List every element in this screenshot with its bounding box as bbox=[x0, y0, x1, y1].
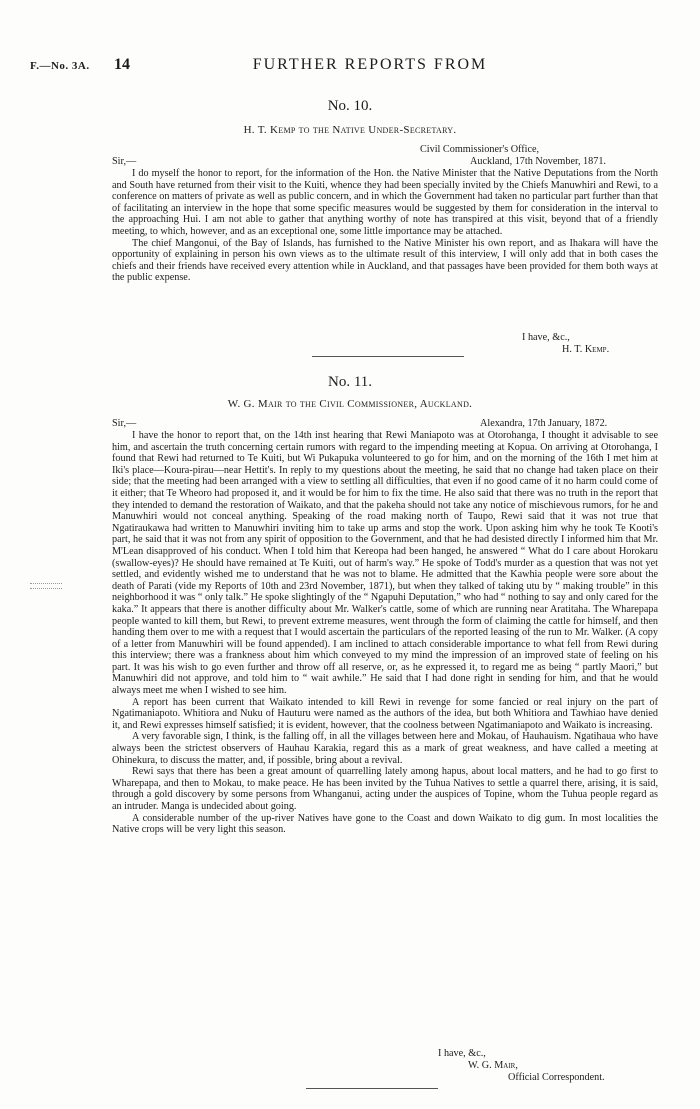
letter-11-paragraph: Rewi says that there has been a great amount of quarrelling lately among hapus, about local matters, and he had to go first to Wharepapa, and then to Mokau, to make peace. He has been invited by the Tuhua Natives to settle a quarrel there, arising, it is said, through a gold discovery by some persons from Whanganui, acting under the auspices of Topine, whom the Tuhua people regard as an intruder. Manga is undecided about going. bbox=[112, 766, 658, 812]
running-title: FURTHER REPORTS FROM bbox=[252, 56, 488, 73]
letter-10-salutation: Sir,— bbox=[112, 156, 137, 167]
letter-11-date: Alexandra, 17th January, 1872. bbox=[480, 418, 608, 429]
letter-11-body bbox=[112, 430, 658, 836]
letter-11-salutation: Sir,— bbox=[112, 418, 137, 429]
margin-mark bbox=[30, 583, 62, 584]
document-reference: F.—No. 3A. bbox=[30, 60, 90, 72]
letter-10-paragraph: The chief Mangonui, of the Bay of Islands, has furnished to the Native Minister his own report, and as Ihakara will have the opportunity of explaining in person his own views as to the ultimate result of this interview, I will only add that in both cases the chiefs and their friends have received every attention while in Auckland, and that passages have been provided for them both ways at the public expense. bbox=[112, 237, 658, 284]
end-divider bbox=[306, 1088, 438, 1089]
letter-11-signature: W. G. Mair, bbox=[468, 1060, 518, 1071]
letter-10-office: Civil Commissioner's Office, bbox=[420, 144, 540, 155]
section-divider bbox=[312, 356, 464, 357]
margin-mark bbox=[30, 588, 62, 589]
letter-10-body bbox=[112, 168, 658, 284]
letter-10-date: Auckland, 17th November, 1871. bbox=[470, 156, 606, 167]
letter-10-number: No. 10. bbox=[327, 98, 373, 114]
letter-10-paragraph: I do myself the honor to report, for the information of the Hon. the Native Minister that the Native Deputations from the North and South have returned from their visit to the Kuiti, whence they had been specially invited by the Chiefs Manuwhiri and Rewi, to a conference on matters of private as well as public concern, and in which the Government had taken no particular part further than that of facilitating an interview in the hope that some specific measures would be suggested by them for consideration in the interval to the approaching Hui. I am not able to gather that anything worthy of note has transpired at this visit, beyond that of a friendly meeting, to which, however, and as an exceptional one, some little importance may be attached. bbox=[112, 168, 658, 237]
letter-11-paragraph: A report has been current that Waikato intended to kill Rewi in revenge for some fancied or real injury on the part of Ngatimaniapoto. Whitiora and Nuku of Hauturu were named as the authors of the idea, but both Whitiora and Tawhiao have denied it, and Rewi expresses himself satisfied; it is evident, however, that the coolness between Ngatimaniapoto and Waikato is increasing. bbox=[112, 696, 658, 731]
letter-11-heading: W. G. Mair to the Civil Commissioner, Auckland. bbox=[227, 398, 473, 410]
letter-11-title: Official Correspondent. bbox=[508, 1072, 605, 1083]
page-number: 14 bbox=[114, 56, 130, 73]
letter-11-paragraph: A very favorable sign, I think, is the falling off, in all the villages between here and Mokau, of Hauhauism. Ngatihaua who have always been the strictest observers of Hauhau Karakia, regard this as a mark of great weakness, and have called a meeting at Ohinekura, to discuss the matter, and, if possible, bring about a revival. bbox=[112, 731, 658, 766]
letter-11-paragraph: A considerable number of the up-river Natives have gone to the Coast and down Waikato to dig gum. In most localities the Native crops will be very light this season. bbox=[112, 812, 658, 836]
letter-10-closing: I have, &c., bbox=[522, 332, 570, 343]
page-header bbox=[30, 56, 670, 80]
letter-11-number: No. 11. bbox=[327, 374, 373, 390]
letter-11-closing: I have, &c., bbox=[438, 1048, 486, 1059]
letter-11-paragraph: I have the honor to report that, on the 14th inst hearing that Rewi Maniapoto was at Otorohanga, I thought it advisable to see him, and ascertain the truth concerning certain rumors with regard to the impending meeting at Kopua. On arriving at Otorohanga, I found that Rewi had returned to Te Kuiti, but Wi Pukapuka volunteered to go for him, and on the morning of the 16th I met him at Iki's place—Koura-pirau—near Hettit's. In reply to my questions about the meeting, he said that no change had taken place on their side; that the meeting had been arranged with a view to settling all difficulties, that even if no good came of it no harm could come of it either; that Te Wheoro had proposed it, and it would be for him to fix the time. He also said that there was no truth in the report that they intended to demand the restoration of Waikato, and that the pakeha should not take any notice of mischievous rumors, for he and Manuwhiri would not conceal anything. Speaking of the road making north of Taupo, Rewi said that it was not true that Ngatiraukawa had written to Manuwhiri inviting him to take up arms and stop the work. Upon asking him why he took Te Kooti's part, he said that it was not from any spirit of opposition to the Government, and that he had desisted directly I informed him that Mr. M'Lean disapproved of his conduct. When I told him that Kereopa had been hanged, he answered “ What do I care about Horokaru (swallow-eyes)? He should have remained at Te Kuiti, out of harm's way.” He spoke of Todd's murder as a question that was not yet settled, and evidently wished me to understand that he was not to blame. He admitted that the Kawhia people were sore about the death of Parati (vide my Reports of 10th and 23rd November, 1871), but when they talked of taking utu by “ making trouble” in this neighborhood it was “ only talk.” He spoke slightingly of the “ Ngapuhi Deputation,” who had “ nothing to say and only cared for the kaka.” It appears that there is another difficulty about Mr. Walker's cattle, some of which are running near Aratitaha. The Wharepapa people wanted to kill them, but Rewi, to prevent extreme measures, went through the form of claiming the cattle for himself, and then handing them over to me with a request that I would ascertain the particulars of the reported leasing of the run to Mr. Walker. (A copy of a letter from Manuwhiri will be found appended). I am inclined to attach considerable importance to what fell from Rewi during this interview; there was a frankness about him which conveyed to my mind the impression of an improved state of feeling on his part. It was his wish to go even further and throw off all reserve, or, as he expressed it, to regard me as being “ partly Maori,” but Manuwhiri did not approve, and told him to “ wait awhile.” He said that I had done right in sending for him, and that he would always meet me when I wished to see him. bbox=[112, 430, 658, 697]
letter-10-signature: H. T. Kemp. bbox=[562, 344, 610, 355]
letter-10-heading: H. T. Kemp to the Native Under-Secretary. bbox=[243, 124, 457, 136]
